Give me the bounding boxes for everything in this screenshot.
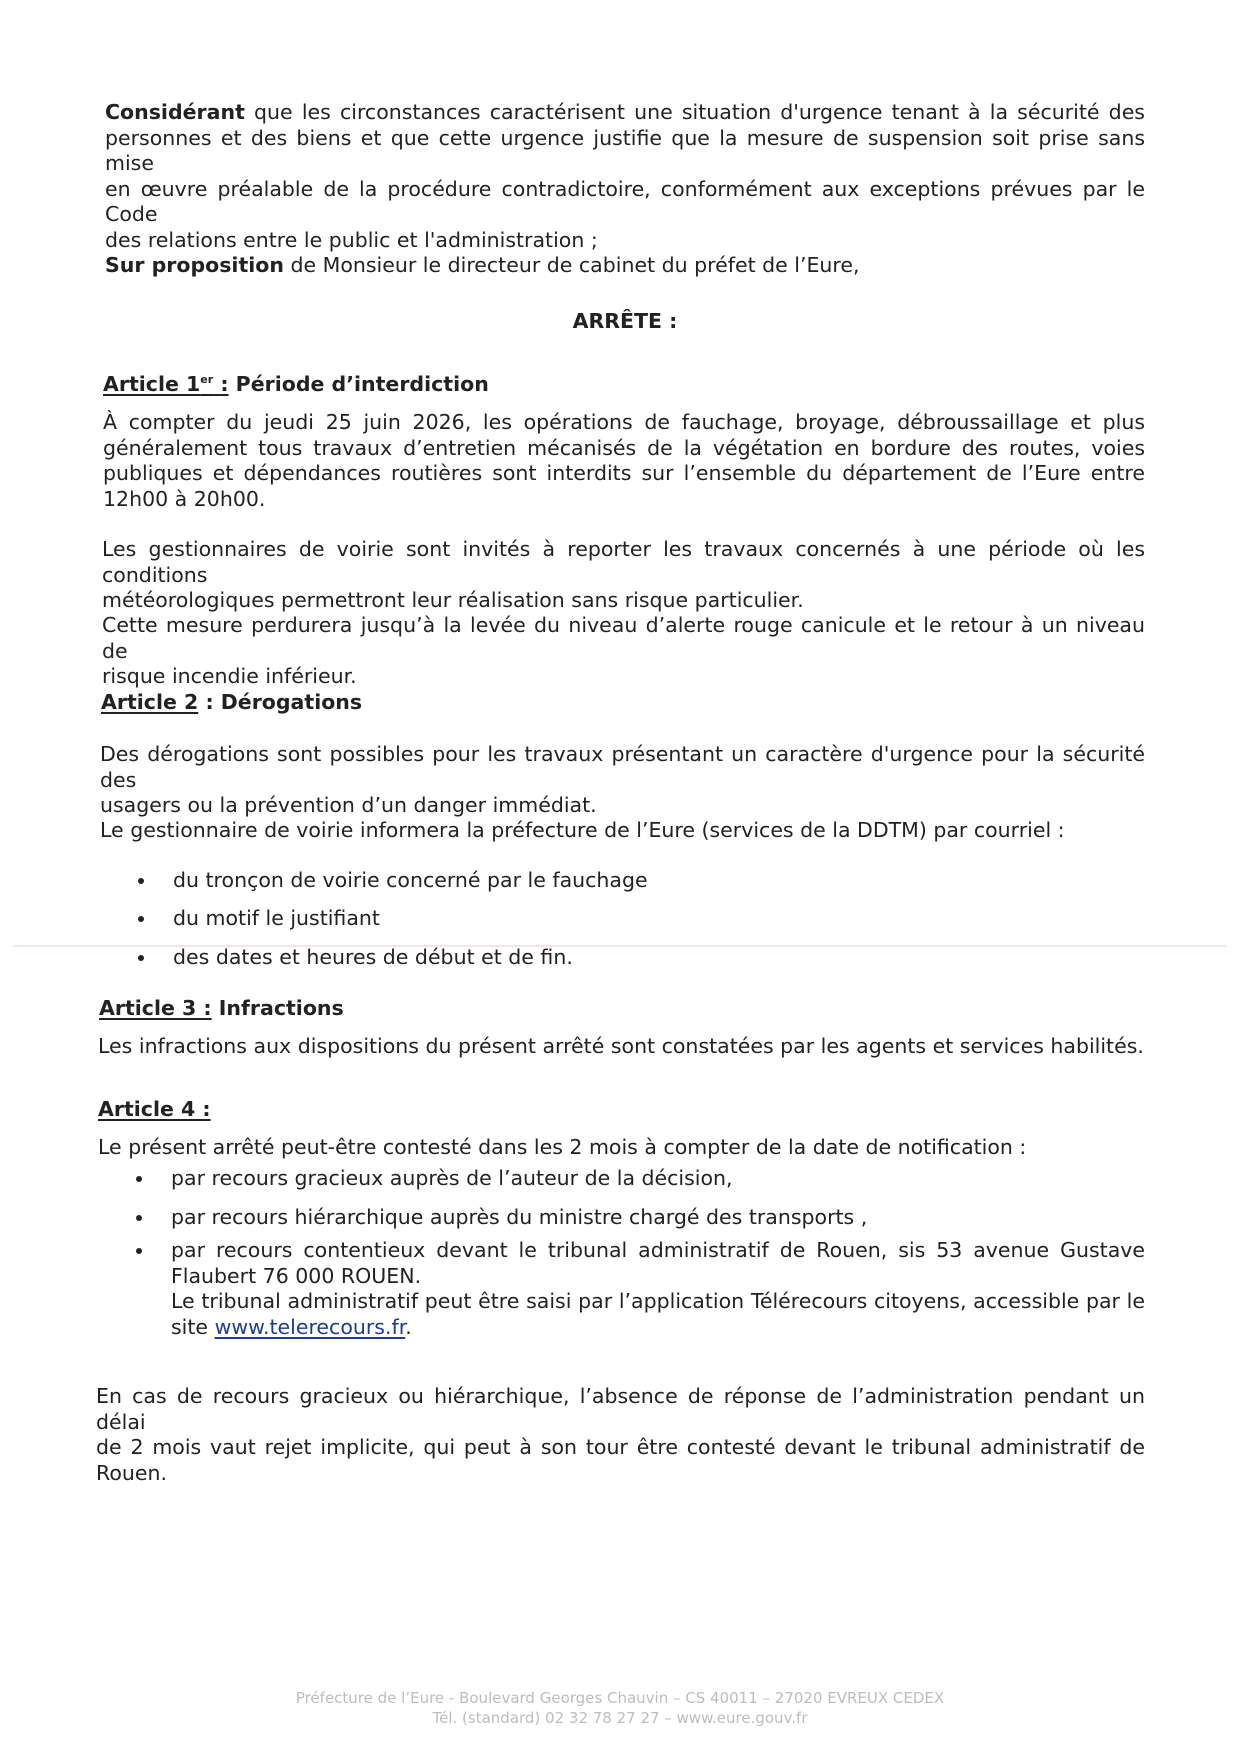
closing-line-3: Rouen. bbox=[96, 1460, 167, 1485]
considerant-keyword: Considérant bbox=[105, 100, 245, 124]
considerant-paragraph bbox=[105, 100, 1145, 253]
article-2-label: Article 2 bbox=[101, 690, 199, 714]
list-item: par recours gracieux auprès de l’auteur de la décision, bbox=[133, 1166, 1083, 1192]
list-item: par recours hiérarchique auprès du ministre chargé des transports , bbox=[133, 1205, 1083, 1231]
list-item: des dates et heures de début et de fin. bbox=[135, 945, 1035, 971]
closing-line-1: En cas de recours gracieux ou hiérarchique, l’absence de réponse de l’administration pendant un délai bbox=[96, 1384, 1145, 1434]
footer-contact: Tél. (standard) 02 32 78 27 27 – www.eure.gouv.fr bbox=[432, 1709, 808, 1727]
article-1-paragraph-2 bbox=[102, 537, 1145, 614]
article-1-p2-line-2: météorologiques permettront leur réalisation sans risque particulier. bbox=[102, 588, 804, 612]
article-3-heading bbox=[99, 996, 344, 1022]
article-1-p1-line-2: généralement tous travaux d’entretien mécanisés de la végétation en bordure des routes, voies bbox=[103, 435, 1145, 460]
article-4-intro: Le présent arrêté peut-être contesté dans les 2 mois à compter de la date de notification : bbox=[98, 1135, 1027, 1159]
considerant-line-1: Considérant que les circonstances caractérisent une situation d'urgence tenant à la sécurité des bbox=[105, 100, 1145, 124]
considerant-line-4: des relations entre le public et l'administration ; bbox=[105, 227, 598, 252]
arrete-heading: ARRÊTE : bbox=[572, 309, 678, 333]
article-4-b3-line-2: Flaubert 76 000 ROUEN. bbox=[171, 1263, 422, 1288]
list-item: du motif le justifiant bbox=[135, 906, 1035, 932]
article-2-p1-line-1: Des dérogations sont possibles pour les travaux présentant un caractère d'urgence pour la sécurité des bbox=[100, 742, 1145, 792]
bullet-dot bbox=[136, 1176, 142, 1182]
closing-paragraph bbox=[96, 1384, 1145, 1486]
proposition-keyword: Sur proposition bbox=[105, 253, 284, 277]
article-4-b3-line-3: Le tribunal administratif peut être saisi par l’application Télérecours citoyens, accessible par le bbox=[171, 1289, 1145, 1313]
article-1-paragraph-1 bbox=[103, 410, 1145, 512]
list-item bbox=[133, 1238, 1145, 1340]
article-4-b3-line-1: par recours contentieux devant le tribunal administratif de Rouen, sis 53 avenue Gustave bbox=[171, 1238, 1145, 1262]
article-1-heading bbox=[103, 372, 489, 398]
bullet-dot bbox=[138, 878, 144, 884]
bullet-dot bbox=[136, 1215, 142, 1221]
considerant-line-2: personnes et des biens et que cette urgence justifie que la mesure de suspension soit prise sans mise bbox=[105, 125, 1145, 175]
article-1-p3-line-1: Cette mesure perdurera jusqu’à la levée du niveau d’alerte rouge canicule et le retour à un niveau de bbox=[102, 613, 1145, 663]
article-3-label: Article 3 : bbox=[99, 996, 212, 1020]
article-1-p1-line-4: 12h00 à 20h00. bbox=[103, 486, 266, 511]
article-2-paragraph-1 bbox=[100, 742, 1145, 819]
footer-address: Préfecture de l’Eure - Boulevard Georges Chauvin – CS 40011 – 27020 EVREUX CEDEX bbox=[295, 1689, 945, 1707]
article-2-paragraph-2: Le gestionnaire de voirie informera la préfecture de l’Eure (services de la DDTM) par courriel : bbox=[100, 818, 1065, 842]
closing-line-2: de 2 mois vaut rejet implicite, qui peut à son tour être contesté devant le tribunal administratif de bbox=[96, 1435, 1145, 1459]
bullet-dot bbox=[138, 955, 144, 961]
article-1-title: Période d’interdiction bbox=[235, 372, 489, 396]
article-1-p1-line-3: publiques et dépendances routières sont interdits sur l’ensemble du département de l’Eure entre bbox=[103, 461, 1145, 485]
article-4-heading bbox=[98, 1097, 211, 1123]
bullet-dot bbox=[138, 916, 144, 922]
article-1-p1-line-1: À compter du jeudi 25 juin 2026, les opérations de fauchage, broyage, débroussaillage et plus bbox=[103, 410, 1145, 434]
considerant-line-3: en œuvre préalable de la procédure contradictoire, conformément aux exceptions prévues par le Code bbox=[105, 176, 1145, 226]
article-1-p3-line-2: risque incendie inférieur. bbox=[102, 664, 357, 688]
article-1-paragraph-3 bbox=[102, 613, 1145, 690]
article-4-b3-line-4: site www.telerecours.fr. bbox=[171, 1314, 412, 1339]
bullet-dot bbox=[136, 1248, 142, 1254]
article-2-title: : Dérogations bbox=[205, 690, 363, 714]
article-1-p2-line-1: Les gestionnaires de voirie sont invités à reporter les travaux concernés à une période où les conditions bbox=[102, 537, 1145, 587]
article-2-p1-line-2: usagers ou la prévention d’un danger immédiat. bbox=[100, 793, 597, 817]
proposition-paragraph: Sur proposition de Monsieur le directeur de cabinet du préfet de l’Eure, bbox=[105, 253, 860, 277]
article-2-heading bbox=[101, 690, 362, 716]
article-3-paragraph: Les infractions aux dispositions du présent arrêté sont constatées par les agents et services habilités. bbox=[98, 1034, 1144, 1058]
telerecours-link[interactable]: www.telerecours.fr bbox=[214, 1314, 406, 1339]
article-4-label: Article 4 : bbox=[98, 1097, 211, 1121]
article-1-label: Article 1er : bbox=[103, 372, 229, 396]
article-3-title: Infractions bbox=[218, 996, 344, 1020]
list-item: du tronçon de voirie concerné par le fauchage bbox=[135, 868, 1035, 894]
